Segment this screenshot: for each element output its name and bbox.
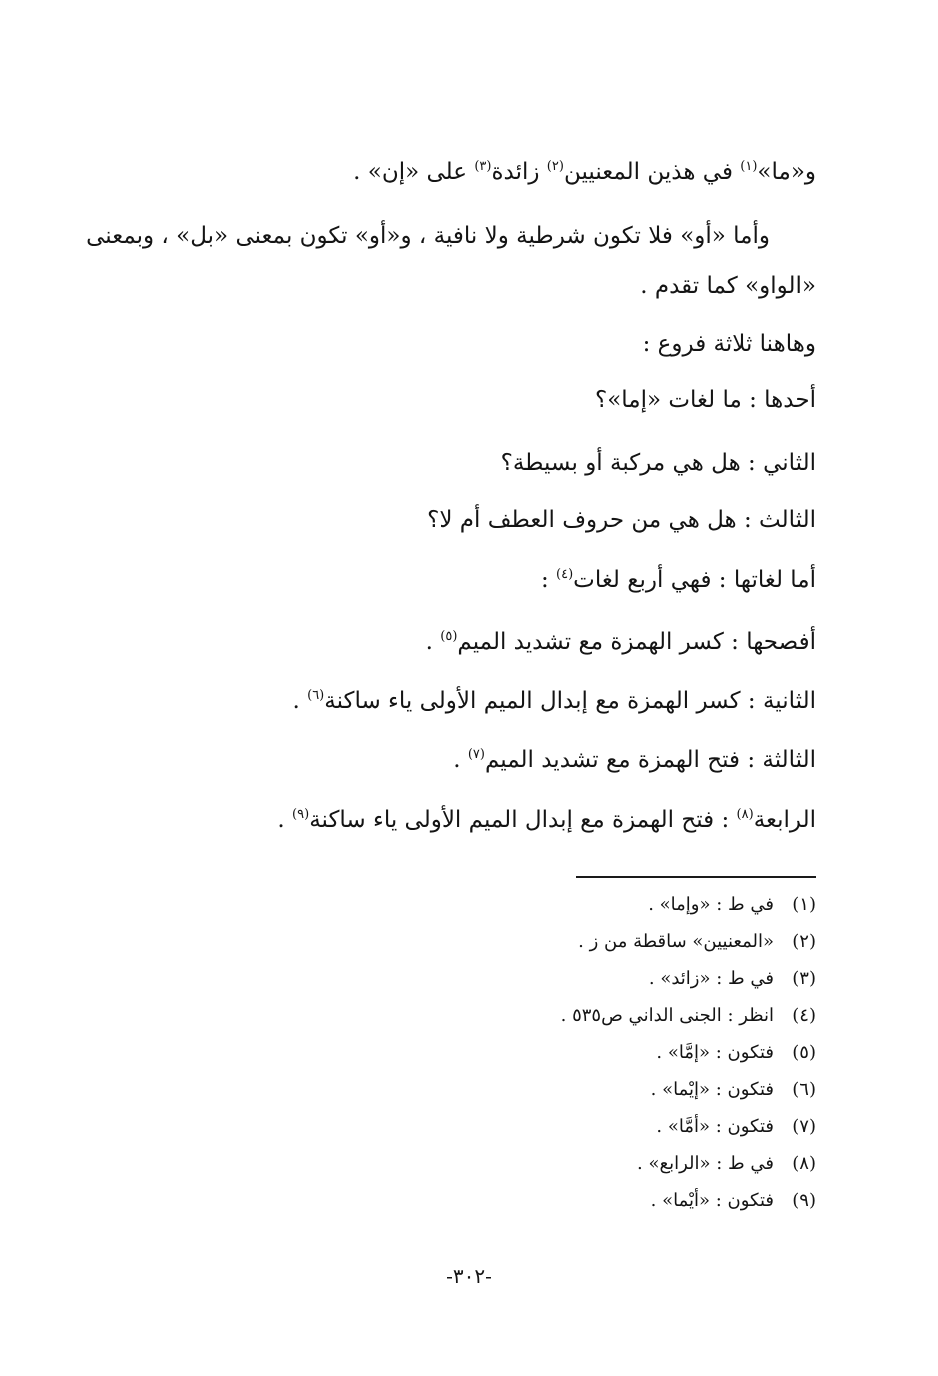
text-line-9 bbox=[426, 622, 816, 662]
footnote-ref-1: (١) bbox=[740, 159, 758, 174]
footnote-ref-9: (٩) bbox=[292, 807, 310, 822]
text-segment: الثالثة : فتح الهمزة مع تشديد الميم bbox=[484, 747, 816, 773]
text-line-3: «الواو» كما تقدم . bbox=[640, 273, 816, 299]
footnote-text: في ط : «الرابع» . bbox=[637, 1153, 774, 1174]
footnote-ref-2: (٢) bbox=[546, 159, 564, 174]
footnote-text: فتكون : «إمَّا» . bbox=[656, 1042, 774, 1063]
text-segment: زائدة bbox=[491, 159, 547, 185]
text-line-8 bbox=[541, 560, 816, 600]
footnote-text: «المعنيين» ساقطة من ز . bbox=[578, 931, 774, 952]
footnote-number: (٦) bbox=[792, 1079, 816, 1100]
text-segment: على «إن» . bbox=[353, 159, 475, 185]
text-segment: الرابعة bbox=[753, 807, 816, 833]
footnote-ref-7: (٧) bbox=[467, 747, 485, 762]
text-segment: . bbox=[453, 747, 468, 773]
footnote-ref-4: (٤) bbox=[556, 567, 574, 582]
text-line-2: وأما «أو» فلا تكون شرطية ولا نافية ، و«أو» تكون بمعنى «بل» ، وبمعنى bbox=[86, 223, 770, 249]
footnote-ref-3: (٣) bbox=[474, 159, 492, 174]
footnote-7 bbox=[656, 1114, 816, 1140]
footnote-ref-6: (٦) bbox=[307, 688, 325, 703]
footnote-4 bbox=[561, 1003, 816, 1029]
footnote-5 bbox=[656, 1040, 816, 1066]
text-segment: . bbox=[425, 629, 441, 655]
footnote-number: (١) bbox=[792, 894, 816, 915]
text-segment: الثانية : كسر الهمزة مع إبدال الميم الأولى ياء ساكنة bbox=[324, 688, 816, 714]
page-number: -٣٠٢- bbox=[446, 1264, 492, 1288]
footnote-separator bbox=[576, 876, 816, 878]
text-segment: : فتح الهمزة مع إبدال الميم الأولى ياء ساكنة bbox=[309, 807, 737, 833]
footnote-text: فتكون : «أيْما» . bbox=[650, 1190, 774, 1211]
footnote-1 bbox=[648, 892, 816, 918]
footnote-3 bbox=[649, 966, 816, 992]
footnote-text: في ط : «زائد» . bbox=[648, 968, 774, 989]
text-line-5: أحدها : ما لغات «إما»؟ bbox=[595, 387, 816, 413]
text-line-6: الثاني : هل هي مركبة أو بسيطة؟ bbox=[500, 450, 816, 476]
footnote-text: انظر : الجنى الداني ص٥٣٥ . bbox=[560, 1005, 774, 1026]
text-line-7: الثالث : هل هي من حروف العطف أم لا؟ bbox=[427, 507, 816, 533]
footnote-ref-5: (٥) bbox=[440, 629, 458, 644]
footnote-text: فتكون : «أمَّا» . bbox=[656, 1116, 774, 1137]
text-line-11 bbox=[453, 740, 816, 780]
footnote-number: (٥) bbox=[792, 1042, 816, 1063]
text-line-1 bbox=[353, 152, 816, 192]
footnote-number: (٣) bbox=[792, 968, 816, 989]
footnote-text: في ط : «وإما» . bbox=[648, 894, 774, 915]
text-segment: و«ما» bbox=[757, 159, 816, 185]
footnote-6 bbox=[651, 1077, 816, 1103]
footnote-number: (٧) bbox=[792, 1116, 816, 1137]
footnote-number: (٤) bbox=[792, 1005, 816, 1026]
footnote-ref-8: (٨) bbox=[736, 807, 754, 822]
footnote-text: فتكون : «إيْما» . bbox=[650, 1079, 774, 1100]
text-line-12 bbox=[277, 800, 816, 840]
footnote-8 bbox=[637, 1151, 816, 1177]
text-segment: : bbox=[540, 567, 557, 593]
text-line-4: وهاهنا ثلاثة فروع : bbox=[642, 331, 816, 357]
text-segment: أفصحها : كسر الهمزة مع تشديد الميم bbox=[457, 629, 816, 655]
text-segment: أما لغاتها : فهي أربع لغات bbox=[573, 567, 816, 593]
footnote-9 bbox=[651, 1188, 816, 1214]
text-segment: . bbox=[277, 807, 293, 833]
footnote-number: (٢) bbox=[792, 931, 816, 952]
text-segment: . bbox=[292, 688, 308, 714]
footnote-number: (٨) bbox=[792, 1153, 816, 1174]
text-segment: في هذين المعنيين bbox=[563, 159, 741, 185]
text-line-10 bbox=[292, 681, 816, 721]
footnote-2 bbox=[578, 929, 816, 955]
footnote-number: (٩) bbox=[792, 1190, 816, 1211]
